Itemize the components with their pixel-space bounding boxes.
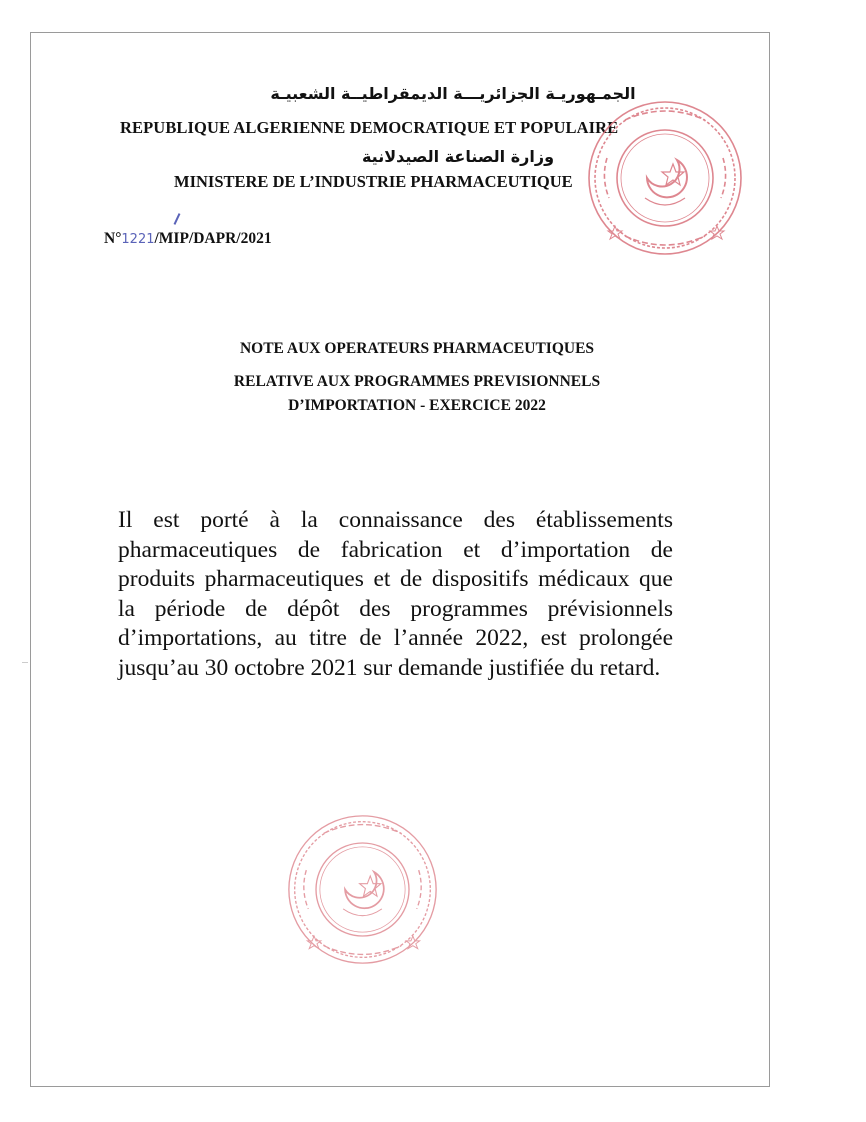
seal-top-graphic	[585, 98, 745, 258]
note-body-paragraph: Il est porté à la connaissance des établissements pharmaceutiques de fabrication et d’importation de produits pharmaceutiques et de dispositifs médicaux que la période de dépôt des programmes prévisionnels d’importations, au titre de l’année 2022, est prolongée jusqu’au 30 octobre 2021 sur demande justifiée du retard.	[118, 507, 673, 681]
header-arabic-ministry: وزارة الصناعة الصيدلانية	[361, 147, 555, 166]
scan-mark	[22, 662, 28, 663]
seal-bottom-graphic	[285, 812, 440, 967]
official-seal-bottom	[285, 812, 440, 967]
note-title-line-1: NOTE AUX OPERATEURS PHARMACEUTIQUES	[239, 340, 595, 357]
header-french-ministry: MINISTERE DE L’INDUSTRIE PHARMACEUTIQUE	[174, 172, 573, 191]
reference-prefix: N°	[104, 230, 122, 247]
reference-suffix: /MIP/DAPR/2021	[154, 230, 272, 247]
reference-handwritten-number: 1221	[121, 232, 155, 247]
header-french-republic: REPUBLIQUE ALGERIENNE DEMOCRATIQUE ET POPULAIRE	[120, 118, 619, 137]
official-seal-top	[585, 98, 745, 258]
note-title-line-3: D’IMPORTATION - EXERCICE 2022	[288, 397, 546, 414]
reference-number	[104, 230, 272, 248]
note-title-line-2: RELATIVE AUX PROGRAMMES PREVISIONNELS	[233, 373, 601, 390]
header-arabic-republic: الجمـهوريـة الجزائريـــة الديمقراطيــة الشعبيـة	[270, 84, 636, 103]
